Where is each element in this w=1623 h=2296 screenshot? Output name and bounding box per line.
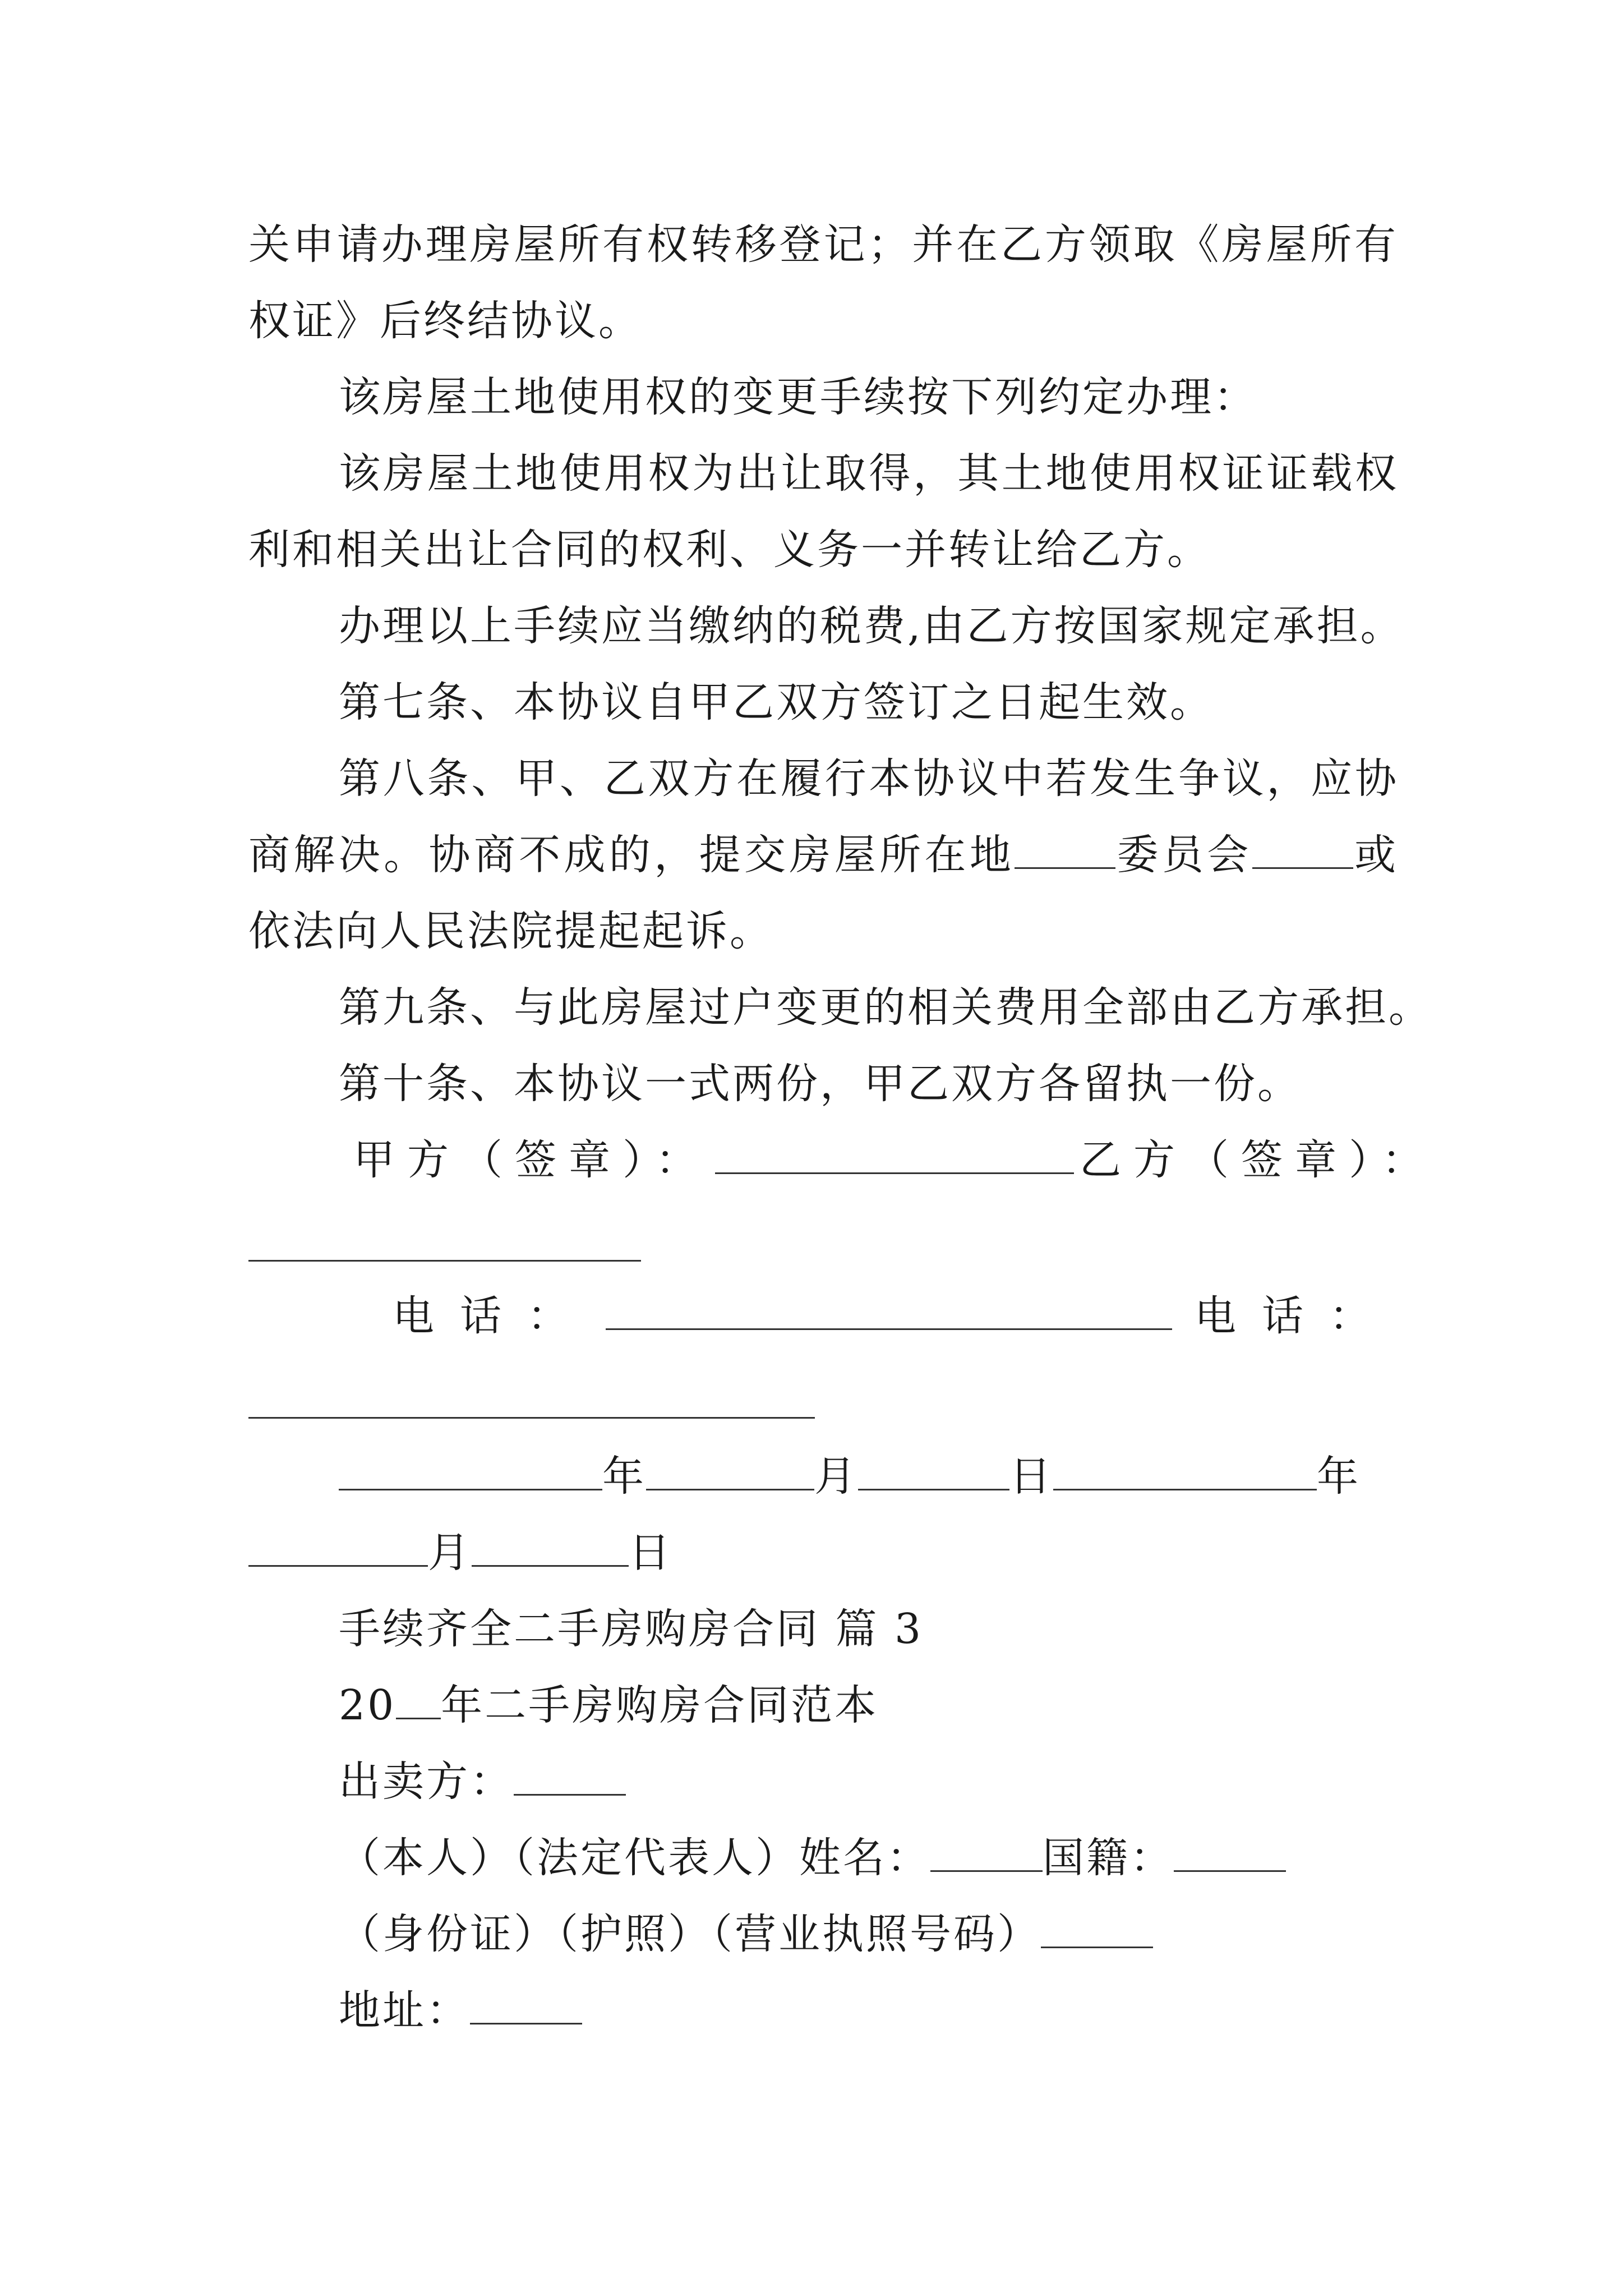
name-label: （本人）（法定代表人）姓名： (339, 1834, 930, 1882)
phone-row (393, 1288, 1396, 1344)
contract-title (339, 1677, 1399, 1733)
name-blank[interactable] (930, 1831, 1043, 1872)
id-label: （身份证）（护照）（营业执照号码） (339, 1910, 1041, 1958)
name-row (339, 1830, 1399, 1886)
month-blank[interactable] (646, 1450, 814, 1490)
address-row (339, 1982, 1399, 2039)
paragraph-line: 该房屋土地使用权的变更手续按下列约定办理： (339, 373, 1257, 421)
id-blank[interactable] (1041, 1907, 1153, 1948)
paragraph-line: 权证》后终结协议。 (248, 297, 642, 345)
address-blank[interactable] (470, 1984, 582, 2024)
fill-in-blank[interactable] (1252, 828, 1353, 869)
paragraph-line: 第七条、本协议自甲乙双方签订之日起生效。 (339, 678, 1214, 726)
nationality-blank[interactable] (1174, 1831, 1286, 1872)
day-blank[interactable] (858, 1450, 1009, 1490)
id-row (339, 1906, 1399, 1962)
party-a-phone-blank[interactable] (606, 1289, 1172, 1330)
paragraph-text: 商解决。协商不成的，提交房屋所在地 (248, 831, 1015, 879)
date-row (339, 1448, 1399, 1504)
seller-label: 出卖方： (339, 1757, 514, 1806)
nationality-label: 国籍： (1043, 1834, 1174, 1882)
paragraph-text: 或 (1353, 831, 1399, 879)
seller-blank[interactable] (514, 1755, 626, 1796)
paragraph-line: 第十条、本协议一式两份，甲乙双方各留执一份。 (339, 1060, 1301, 1108)
party-a-signature-label: 甲方（签章）： (353, 1136, 709, 1184)
seller-row (339, 1754, 1399, 1810)
month-blank[interactable] (248, 1526, 428, 1567)
date-row (248, 1525, 1398, 1581)
party-a-signature-blank[interactable] (715, 1133, 1074, 1174)
title-year-prefix: 20 (339, 1681, 396, 1729)
year-label: 年 (1317, 1452, 1361, 1501)
paragraph-line: 办理以上手续应当缴纳的税费,由乙方按国家规定承担。 (339, 602, 1404, 650)
title-text: 年二手房购房合同范本 (441, 1681, 879, 1729)
paragraph-line: 该房屋土地使用权为出让取得，其土地使用权证证载权 (339, 449, 1399, 498)
year-blank[interactable] (1053, 1450, 1317, 1490)
paragraph-text: 委员会 (1115, 831, 1252, 879)
paragraph-line: 第九条、与此房屋过户变更的相关费用全部由乙方承担。 (339, 983, 1432, 1032)
day-label: 日 (629, 1529, 672, 1577)
party-b-phone-label: 电话： (1195, 1292, 1396, 1340)
day-label: 日 (1009, 1452, 1053, 1501)
month-label: 月 (814, 1452, 858, 1501)
fill-in-blank[interactable] (1015, 828, 1115, 869)
paragraph-line: 利和相关出让合同的权利、义务一并转让给乙方。 (248, 526, 1211, 574)
paragraph-line: 关申请办理房屋所有权转移登记；并在乙方领取《房屋所有 (248, 220, 1398, 269)
paragraph-line (248, 827, 1398, 883)
party-b-signature-blank[interactable] (248, 1260, 641, 1262)
signature-row (353, 1132, 1436, 1188)
year-suffix-blank[interactable] (396, 1678, 441, 1719)
year-blank[interactable] (339, 1450, 602, 1490)
party-a-phone-label: 电话： (393, 1292, 594, 1340)
paragraph-line: 依法向人民法院提起起诉。 (248, 907, 773, 955)
paragraph-line: 第八条、甲、乙双方在履行本协议中若发生争议，应协 (339, 754, 1399, 803)
section-heading: 手续齐全二手房购房合同 篇 3 (339, 1605, 924, 1653)
address-label: 地址： (339, 1986, 470, 2035)
month-label: 月 (428, 1529, 472, 1577)
party-b-phone-blank[interactable] (248, 1417, 815, 1419)
day-blank[interactable] (472, 1526, 629, 1567)
party-b-signature-label: 乙方（签章）： (1080, 1136, 1436, 1184)
year-label: 年 (602, 1452, 646, 1501)
